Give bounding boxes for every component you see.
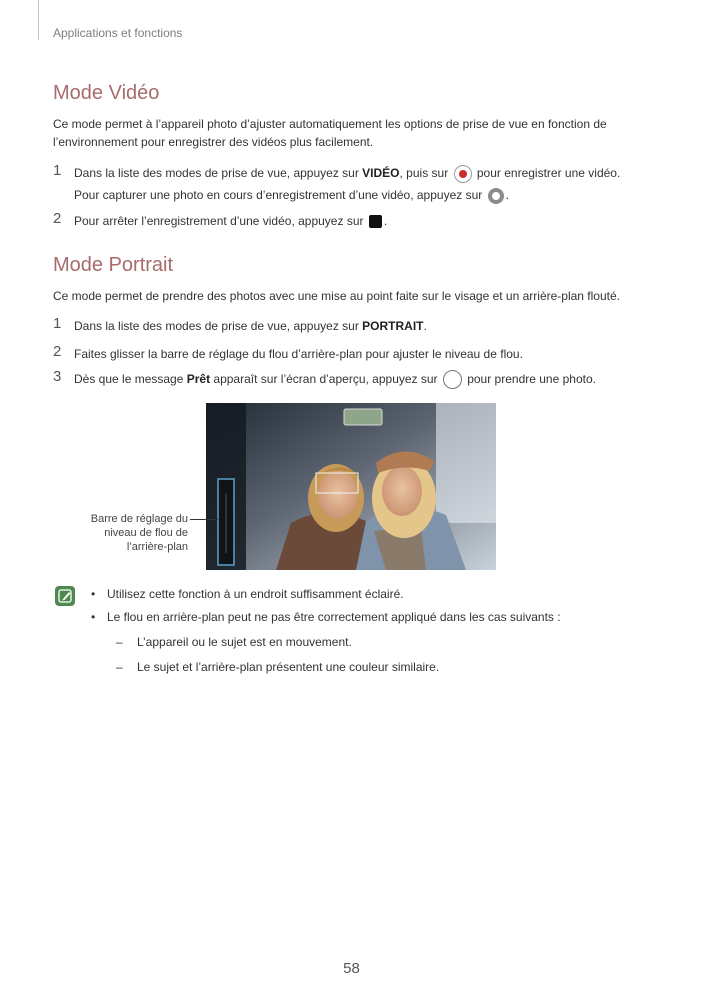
- step-text-part: , puis sur: [399, 166, 452, 180]
- video-intro-line1: Ce mode permet à l’appareil photo d’ajuster automatiquement les options de prise de vue en fonction de: [53, 117, 607, 131]
- blur-bar-callout: [60, 512, 188, 554]
- video-intro-line2: l’environnement pour enregistrer des vidéos plus facilement.: [53, 135, 374, 149]
- callout-line2: niveau de flou de: [104, 527, 188, 539]
- portrait-intro: Ce mode permet de prendre des photos avec une mise au point faite sur le visage et un arrière-plan flouté.: [53, 289, 620, 303]
- note-pencil-icon: [55, 586, 75, 606]
- step-text-part: pour prendre une photo.: [463, 372, 596, 386]
- bullet-mark: •: [91, 610, 96, 624]
- bullet-text: Le flou en arrière-plan peut ne pas être correctement appliqué dans les cas suivants :: [107, 610, 561, 624]
- step-number: 2: [53, 210, 62, 227]
- dash-mark: –: [116, 635, 123, 649]
- step-text-part: Dans la liste des modes de prise de vue, appuyez sur: [74, 319, 363, 333]
- section-title-portrait: Mode Portrait: [53, 254, 174, 276]
- portrait-preview-photo: [206, 403, 496, 570]
- callout-leader-line: [190, 519, 218, 520]
- step-number: 1: [53, 315, 62, 332]
- step-text: Faites glisser la barre de réglage du flou d’arrière-plan pour ajuster le niveau de flou.: [74, 347, 523, 361]
- step-text: [74, 164, 620, 183]
- step-text-part: Dans la liste des modes de prise de vue, appuyez sur: [74, 166, 363, 180]
- step-bold-label: VIDÉO: [362, 166, 400, 180]
- stop-icon: [369, 215, 382, 228]
- step-number: 2: [53, 343, 62, 360]
- video-intro: [53, 115, 653, 151]
- step-text-part: .: [505, 188, 509, 202]
- page-number: 58: [343, 960, 360, 977]
- bullet-mark: •: [91, 587, 96, 601]
- step-bold-label: Prêt: [186, 372, 211, 386]
- shutter-icon: [443, 370, 462, 389]
- dash-mark: –: [116, 660, 123, 674]
- callout-line1: Barre de réglage du: [90, 513, 188, 525]
- chapter-header: Applications et fonctions: [53, 26, 183, 40]
- portrait-preview-illustration: [206, 403, 496, 570]
- step-text-part: Pour capturer une photo en cours d’enregistrement d’une vidéo, appuyez sur: [74, 188, 486, 202]
- step-text-part: apparaît sur l’écran d’aperçu, appuyez sur: [210, 372, 441, 386]
- sub-text: L’appareil ou le sujet est en mouvement.: [137, 635, 352, 649]
- step-number: 3: [53, 368, 62, 385]
- step-bold-label: PORTRAIT: [362, 319, 424, 333]
- step-number: 1: [53, 162, 62, 179]
- page-rule: [38, 0, 39, 40]
- step-text-part: .: [423, 319, 427, 333]
- record-icon: [454, 165, 472, 183]
- step-text-part: pour enregistrer une vidéo.: [473, 166, 621, 180]
- step-text: [74, 317, 427, 335]
- callout-line3: l’arrière-plan: [126, 541, 188, 553]
- capture-icon: [488, 188, 504, 204]
- section-title-video: Mode Vidéo: [53, 82, 160, 104]
- step-text: [74, 370, 596, 389]
- sub-text: Le sujet et l’arrière-plan présentent une couleur similaire.: [137, 660, 440, 674]
- step-text-part: Dès que le message: [74, 372, 187, 386]
- step-text-part: .: [383, 214, 388, 228]
- bullet-text: Utilisez cette fonction à un endroit suffisamment éclairé.: [107, 587, 404, 601]
- step-text-part: Pour arrêter l’enregistrement d’une vidéo, appuyez sur: [74, 214, 367, 228]
- step-text-line2: [74, 186, 509, 204]
- step-text: [74, 212, 387, 230]
